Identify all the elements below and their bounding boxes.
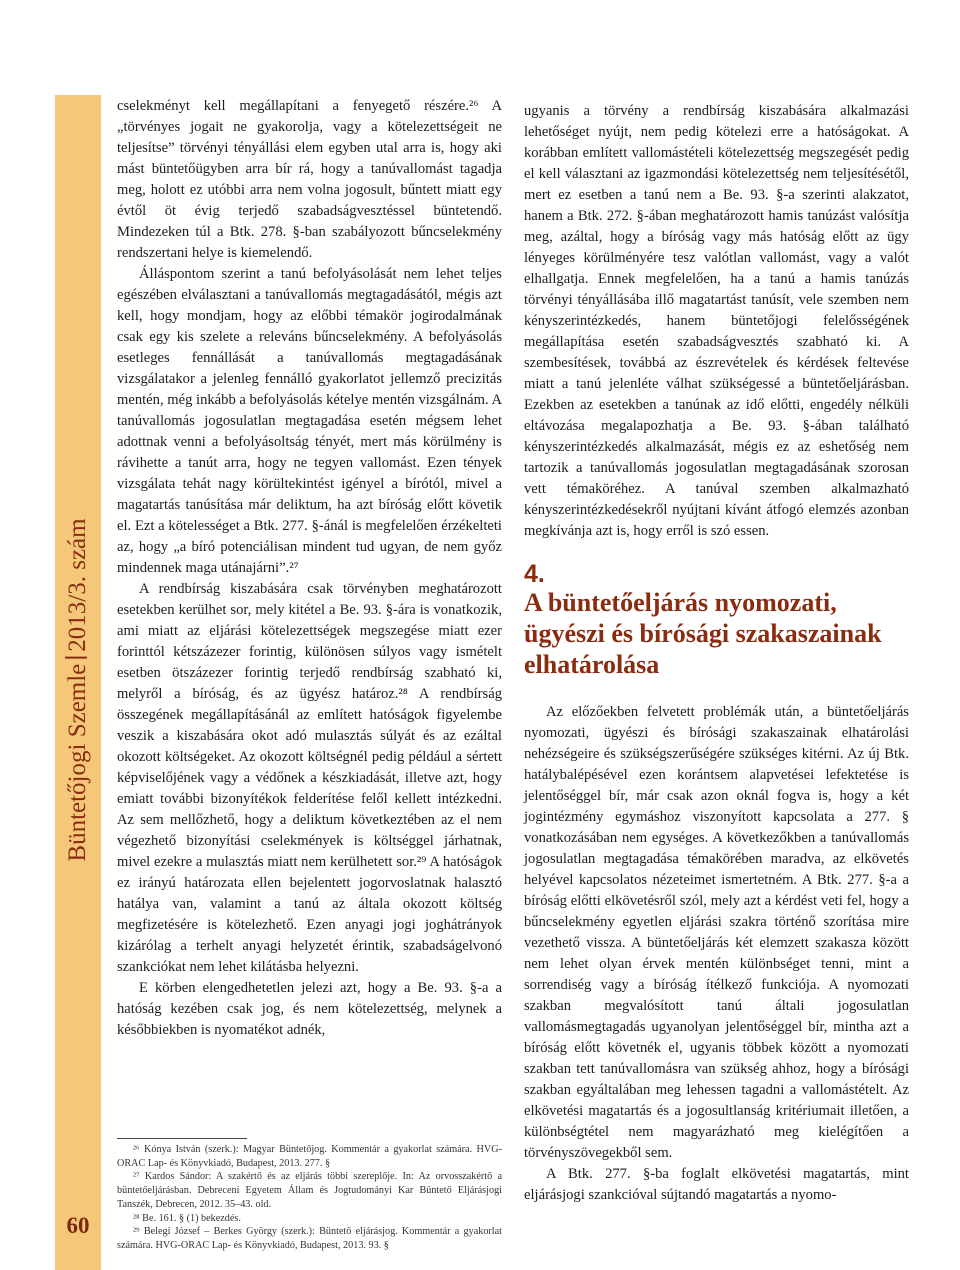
footnote: ²⁹ Belegi József – Berkes György (szerk.): Büntető eljárásjog. Kommentár a gyakorlat számára. HVG-ORAC Lap- és Könyvkiadó, Budapest, 2013. 93. § bbox=[117, 1226, 502, 1251]
footnote: ²⁷ Kardos Sándor: A szakértő és az eljárás többi szereplője. In: Az orvosszakértő a büntetőeljárásban. Debreceni Egyetem Állam és Jogtudományi Kar Büntető Eljárásjogi Tanszék, Debrecen, 2012. 35–43. old. bbox=[117, 1171, 502, 1210]
paragraph: ugyanis a törvény a rendbírság kiszabására alkalmazási lehetőséget nyújt, nem pedig kötelezi erre a hatóságokat. A korábban említett vallomástételi kötelezettség megszegését pedig el kell választani az igazmondási kötelezettség nem teljesítésétől, mert ez esetben a tanú nem a Be. 93. §-a szerinti alakzatot, hanem a Btk. 272. §-ában meghatározott hamis tanúzást valósítja meg, azáltal, hogy a bíróság vagy más hatóság előtt az ügy lényeges körülményére tesz valótlan vallomást, vagy a valót elhallgatja. Ennek megfelelően, ha a tanú a hamis tanúzás törvényi tényállásába illő magatartást tanúsít, vele szemben nem kényszerintézkedés, hanem büntetőjogi felelősségének megállapítása esetén szabadságvesztés szabható ki. A szembesítések, továbbá az észrevételek és kérdések feltevése miatt a tanú jelenléte válhat szükségessé a büntetőeljárásban. Ezekben az esetekben a tanúnak az idő előtti, engedély nélküli eltávozása megalapozhatja a Be. 93. §-ában található kényszerintézkedés alkalmazását, mégis ez az eshetőség nem tartozik a tanúvallomás jogosulatlan megtagadásának szorosan vett témaköréhez. A tanúval szemben alkalmazható kényszerintézkedésekről nyújtani kívánt átfogó elemzés azonban megkívánja azt is, hogy erről is szó essen. bbox=[524, 103, 909, 539]
paragraph: Álláspontom szerint a tanú befolyásolását nem lehet teljes egészében elválasztani a tanúvallomás megtagadásától, mégis azt kell, hogy mondjam, hogy az előbbi témakör jogirodalmának csak egy kis szelete a releváns bűncselekmény. A befolyásolás esetleges fennállását a tanúvallomás megtagadásának vizsgálatakor a jelenleg fennálló gyakorlatot jellemző precizitás mentén, még inkább a befolyásolás kételye mentén vizsgálnám. A tanúvallomás jogosulatlan megtagadása esetén mégsem lehet adottnak venni a befolyásoltság tényét, mert más körülmény is rávihette a tanút arra, hogy ne tegyen vallomást. Ezen tények vizsgálata tehát nagy körültekintést igényel a bírótól, mivel a magatartás tanúsítása már deliktum, ha azt bíróság előtt követik el. Ezt a kötelességet a Btk. 277. §-ánál is megfelelően érzékelteti az, hogy „a bíró potenciálisan mindent tud ugyan, de nem győz mindennek maga utánajárni”.²⁷ bbox=[117, 266, 502, 576]
journal-issue: 2013/3. szám bbox=[64, 518, 91, 652]
right-column bbox=[524, 101, 909, 1206]
footnote-divider bbox=[117, 1138, 247, 1139]
left-column bbox=[117, 96, 502, 1041]
paragraph: Az előzőekben felvetett problémák után, a büntetőeljárás nyomozati, ügyészi és bírósági szakaszainak elhatárolási nehézségeire és szükségszerűségére szükséges kitérni. Az új Btk. hatálybalépésével ezen korántsem alapvetései lefektetése is jelentőséggel bír, már csak azon oknál fogva is, hogy a két jogintézmény egymáshoz viszonyított kapcsolata a 277. § vonatkozásában nem egységes. A következőkben a tanúvallomás jogosulatlan megtagadása témakörében maradva, az elkövetés helyével kapcsolatos nézeteimet ismertetném. A Btk. 277. §-a a bíróság előtti elkövetésről szól, mely azt a kérdést veti fel, hogy a bűncselekmény egyetlen eljárási szakra történő szorítása mire vezethető vissza. A büntetőeljárás két elemzett szakasza között nem lehet olyan érvek mentén különbséget tenni, mint a sorrendiség vagy a bíróság ítélkező funkciója. A nyomozati szakban megvalósított tanú általi jogosulatlan vallomásmegtagadás ugyanolyan jelentőséggel bír, mintha azt a bíróság előtt követnék el, ugyanis többek között a nyomozati szakban tett tanúvallomásra van szükség ahhoz, hogy a bírósági szakban egyáltalában meg lehessen tagadni a vallomástételt. Az elkövetési magatartás és a jogosultlanság kritériumait illetően, a különbségtétel nem magyarázható meg kielégítően a törvényszövegekből sem. bbox=[524, 704, 909, 1161]
title-separator bbox=[65, 657, 87, 659]
paragraph: A rendbírság kiszabására csak törvényben meghatározott esetekben kerülhet sor, mely kitétel a Be. 93. §-ára is vonatkozik, ami miatt az eljárási kötelezettségek megszegése miatt ezer forinttól kétszázezer forintig, különösen súlyos vagy ismételt esetben ötszázezer forintig terjedő rendbírság szabható ki, melyről a bíróság, és az ügyész határoz.²⁸ A rendbírság összegének megállapításánál az említett hatóságok figyelembe veszik a kiszabására okot adó mulasztás súlyát és az ezáltal okozott költségeket. Az okozott költségnél pedig például a sértett képviselőjének vagy a védőnek a készkiadását, illetve azt, hogy emiatt további bizonyítékok felderítése felől kellett intézkedni. Az sem mellőzhető, hogy a deliktum következtében az el nem végezhető bizonyítási cselekmények is költséggel járhatnak, mivel ezekre a mulasztás miatt nem kerülhetett sor.²⁹ A hatóságok ez irányú határozata ellen bejelentett jogorvoslatnak halasztó hatálya van, valamint a tanú az általa okozott költség megfizetésére is kötelezhető. Ezen anyagi jogi joghátrányok kizárólag a terhelt anyagi helyzetét érintik, szabadságelvonó szankciókat nem lehet kilátásba helyezni. bbox=[117, 581, 502, 975]
footnote: ²⁸ Be. 161. § (1) bekezdés. bbox=[133, 1212, 241, 1224]
section-number: 4. bbox=[524, 560, 545, 588]
paragraph: cselekményt kell megállapítani a fenyegető részére.²⁶ A „törvényes jogait ne gyakorolja, vagy a kötelezettségeit ne teljesítse” törvényi tényállási elem egyben utal arra is, hogy aki mást büntetőügyben arra bír rá, hogy a tanúvallomást tagadja meg, holott ez utóbbi arra nem volna jogosult, bűntett miatt egy évtől öt évig terjedő szabadságvesztéssel büntetendő. Mindezeken túl a Btk. 278. §-ban szabályozott bűncselekmény rendszertani helye is kiemelendő. bbox=[117, 98, 502, 261]
page-number: 60 bbox=[66, 1213, 90, 1238]
paragraph: E körben elengedhetetlen jelezi azt, hogy a Be. 93. §-a a hatóság kezében csak jog, és nem kötelezettség, melynek a későbbiekben is nyomatékot adnék, bbox=[117, 980, 502, 1038]
footnotes bbox=[117, 1143, 502, 1253]
paragraph: A Btk. 277. §-ba foglalt elkövetési magatartás, mint eljárásjogi szankcióval sújtandó magatartás a nyomo- bbox=[524, 1166, 909, 1203]
journal-title: Büntetőjogi Szemle bbox=[64, 663, 91, 862]
journal-title-vertical bbox=[64, 518, 92, 861]
section-heading: A büntetőeljárás nyomozati, ügyészi és bírósági szakaszainak elhatárolása bbox=[524, 588, 882, 679]
footnote: ²⁶ Kónya István (szerk.): Magyar Büntetőjog. Kommentár a gyakorlat számára. HVG-ORAC Lap- és Könyvkiadó, Budapest, 2013. 277. § bbox=[117, 1144, 502, 1169]
